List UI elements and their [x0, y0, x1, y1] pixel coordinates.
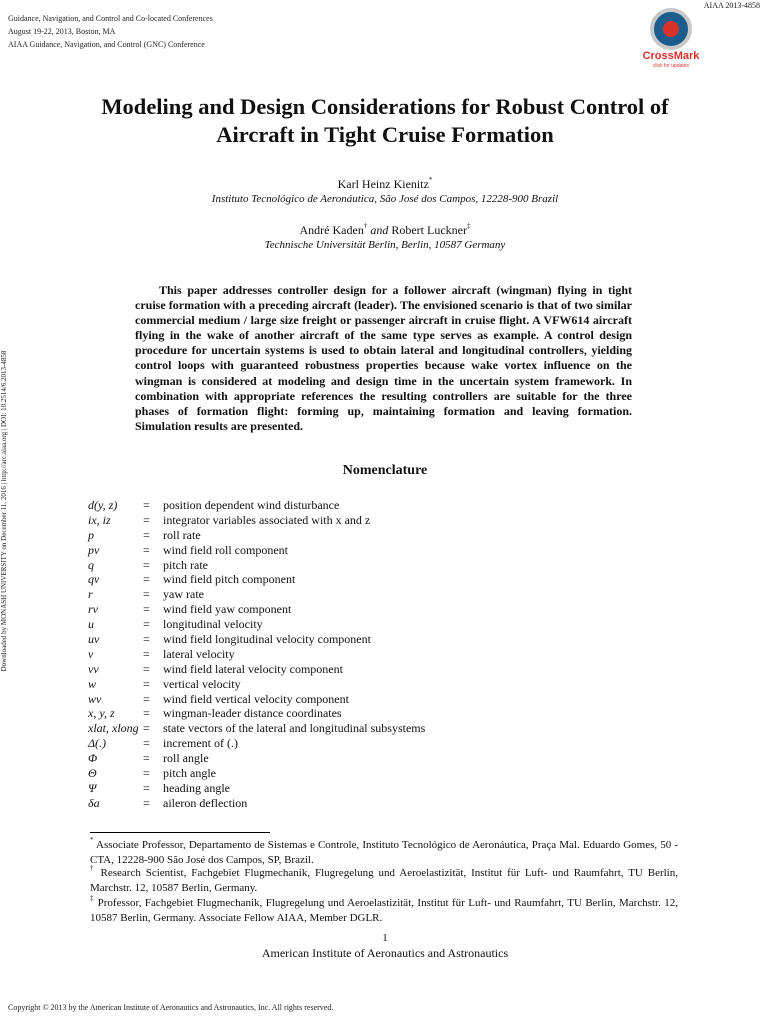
nomenclature-row [88, 498, 588, 513]
download-note: Downloaded by MONASH UNIVERSITY on December 11, 2016 | http://arc.aiaa.org | DOI: 10.2514/6.2013-4858 [0, 350, 8, 672]
nomenclature-definition: integrator variables associated with x and z [163, 512, 371, 527]
nomenclature-equals: = [143, 706, 150, 721]
nomenclature-definition: lateral velocity [163, 646, 235, 661]
affiliation-2: Technische Universität Berlin, Berlin, 10587 Germany [264, 239, 506, 251]
nomenclature-row [88, 602, 588, 617]
footnote-mark: † [90, 864, 96, 872]
crossmark-icon [650, 8, 692, 50]
nomenclature-equals: = [143, 736, 150, 751]
footnote-text: Associate Professor, Departamento de Sistemas e Controle, Instituto Tecnológico de Aeronáutica, Praça Mal. Eduardo Gomes, 50 - CTA, 12228-900 São José dos Campos, SP, Brazil. [90, 839, 678, 866]
nomenclature-symbol: rv [88, 602, 98, 617]
nomenclature-row [88, 692, 588, 707]
nomenclature-definition: wind field yaw component [163, 602, 292, 617]
nomenclature-definition: aileron deflection [163, 795, 248, 810]
footnote [90, 838, 678, 868]
nomenclature-equals: = [143, 572, 150, 587]
crossmark-label: CrossMark [642, 50, 700, 62]
nomenclature-row [88, 528, 588, 543]
nomenclature-symbol: qv [88, 572, 100, 587]
author-mark: ‡ [466, 222, 471, 230]
nomenclature-row [88, 543, 588, 558]
author-line-2 [60, 223, 710, 238]
author-name: Karl Heinz Kienitz [337, 177, 429, 191]
footnote-text: Research Scientist, Fachgebiet Flugmechanik, Flugregelung und Aeroelastizität, Institut für Luft- und Raumfahrt, TU Berlin, Marchstr. 12, 10587 Berlin, Germany. [90, 867, 678, 894]
paper-title: Modeling and Design Considerations for Robust Control of Aircraft in Tight Cruise Formation [101, 94, 669, 147]
nomenclature-symbol: q [88, 557, 94, 572]
paper-number: AIAA 2013-4858 [703, 1, 760, 10]
nomenclature-equals: = [143, 587, 150, 602]
nomenclature-definition: wind field roll component [163, 542, 288, 557]
nomenclature-equals: = [143, 498, 150, 512]
nomenclature-equals: = [143, 661, 150, 676]
nomenclature-definition: roll angle [163, 751, 209, 766]
nomenclature-equals: = [143, 527, 150, 542]
nomenclature-definition: wind field lateral velocity component [163, 661, 343, 676]
page-number: 1 [382, 932, 388, 944]
footnote-text: Professor, Fachgebiet Flugmechanik, Flugregelung und Aeroelastizität, Institut für Luft- und Raumfahrt, TU Berlin, Marchstr. 12, 10587 Berlin, Germany. Associate Fellow AIAA, Member DGLR. [90, 897, 679, 924]
nomenclature-equals: = [143, 780, 150, 795]
nomenclature-equals: = [143, 766, 150, 781]
nomenclature-row [88, 587, 588, 602]
nomenclature-equals: = [143, 557, 150, 572]
footnote-mark: * [90, 836, 94, 844]
nomenclature-equals: = [143, 632, 150, 647]
nomenclature-definition: increment of (.) [163, 736, 238, 751]
nomenclature-row [88, 796, 588, 811]
nomenclature-row [88, 647, 588, 662]
nomenclature-definition: pitch angle [163, 766, 216, 781]
nomenclature-definition: state vectors of the lateral and longitudinal subsystems [163, 721, 426, 736]
nomenclature-equals: = [143, 721, 150, 736]
nomenclature-symbol: Θ [88, 766, 97, 781]
nomenclature-row [88, 736, 588, 751]
nomenclature-row [88, 766, 588, 781]
author-name: Robert Luckner [391, 223, 467, 237]
nomenclature-definition: pitch rate [163, 557, 208, 572]
nomenclature-row [88, 781, 588, 796]
nomenclature-symbol: x, y, z [88, 706, 115, 721]
nomenclature-symbol: v [88, 646, 94, 661]
footnote [90, 896, 678, 926]
nomenclature-equals: = [143, 542, 150, 557]
author-name: André Kaden [299, 223, 364, 237]
nomenclature-equals: = [143, 512, 150, 527]
nomenclature-symbol: Δ(.) [88, 736, 107, 751]
conference-name: Guidance, Navigation, and Control and Co-located Conferences [8, 14, 213, 23]
nomenclature-definition: roll rate [163, 527, 201, 542]
crossmark-sub: click for updates [652, 63, 690, 69]
author-mark: * [428, 176, 433, 184]
nomenclature-definition: vertical velocity [163, 676, 241, 691]
copyright: Copyright © 2013 by the American Institute of Aeronautics and Astronautics, Inc. All rights reserved. [8, 1003, 334, 1012]
footnote [90, 866, 678, 896]
nomenclature-symbol: p [88, 527, 94, 542]
author-line-1 [60, 177, 710, 192]
nomenclature-row [88, 558, 588, 573]
nomenclature-equals: = [143, 617, 150, 632]
nomenclature-symbol: r [88, 587, 93, 602]
nomenclature-definition: wind field vertical velocity component [163, 691, 349, 706]
nomenclature-symbol: xlat, xlong [88, 721, 139, 736]
crossmark-badge[interactable] [640, 8, 714, 70]
footnote-rule [90, 832, 270, 833]
nomenclature-equals: = [143, 691, 150, 706]
nomenclature-definition: wind field longitudinal velocity component [163, 632, 371, 647]
nomenclature-equals: = [143, 602, 150, 617]
nomenclature-row [88, 632, 588, 647]
nomenclature-symbol: Φ [88, 751, 98, 766]
nomenclature-equals: = [143, 795, 150, 810]
nomenclature-definition: longitudinal velocity [163, 617, 263, 632]
nomenclature-definition: wind field pitch component [163, 572, 296, 587]
nomenclature-row [88, 572, 588, 587]
nomenclature-row [88, 677, 588, 692]
conference-date-location: August 19-22, 2013, Boston, MA [8, 27, 116, 36]
author-mark: † [363, 222, 368, 230]
nomenclature-symbol: δa [88, 795, 100, 810]
nomenclature-symbol: Ψ [88, 780, 97, 795]
nomenclature-definition: heading angle [163, 780, 230, 795]
nomenclature-definition: yaw rate [163, 587, 204, 602]
nomenclature-row [88, 513, 588, 528]
nomenclature-symbol: uv [88, 632, 100, 647]
nomenclature-symbol: d(y, z) [88, 498, 118, 512]
nomenclature-row [88, 721, 588, 736]
nomenclature-definition: position dependent wind disturbance [163, 498, 340, 512]
abstract: This paper addresses controller design for a follower aircraft (wingman) flying in tight cruise formation with a preceding aircraft (leader). The envisioned scenario is that of two similar commercial medium / large size freight or passenger aircraft in cruise flight. A VFW614 aircraft flying in the wake of another aircraft of the same type serves as example. A control design procedure for uncertain systems is used to obtain lateral and longitudinal controllers, yielding control loops with guaranteed robustness properties because wake vortex influence on the wingman is considered at modeling and design time in the uncertain system framework. In combination with appropriate references the resulting controllers are suitable for the three phases of formation flight: forming up, maintaining formation and leaving formation. Simulation results are presented. [135, 283, 632, 433]
nomenclature-equals: = [143, 751, 150, 766]
nomenclature-definition: wingman-leader distance coordinates [163, 706, 342, 721]
nomenclature-symbol: pv [88, 542, 100, 557]
nomenclature-symbol: wv [88, 691, 102, 706]
nomenclature-symbol: vv [88, 661, 99, 676]
nomenclature-row [88, 617, 588, 632]
nomenclature-equals: = [143, 676, 150, 691]
nomenclature-symbol: w [88, 676, 97, 691]
institute-name: American Institute of Aeronautics and Astronautics [261, 946, 509, 960]
nomenclature-equals: = [143, 646, 150, 661]
footnote-mark: ‡ [90, 894, 95, 902]
nomenclature-row [88, 662, 588, 677]
nomenclature-row [88, 706, 588, 721]
nomenclature-symbol: u [88, 617, 94, 632]
affiliation-1: Instituto Tecnológico de Aeronáutica, São José dos Campos, 12228-900 Brazil [211, 193, 559, 205]
nomenclature-row [88, 751, 588, 766]
conference-session: AIAA Guidance, Navigation, and Control (GNC) Conference [8, 40, 205, 49]
and-word: and [370, 223, 389, 237]
nomenclature-list [88, 498, 588, 811]
nomenclature-symbol: ix, iz [88, 512, 111, 527]
nomenclature-heading: Nomenclature [342, 463, 428, 478]
